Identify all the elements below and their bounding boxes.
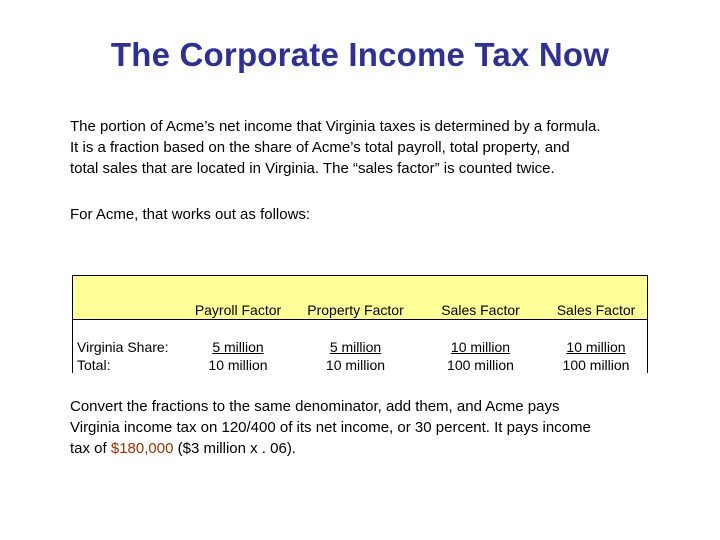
header-sales-factor-1: Sales Factor [441,302,520,318]
intro-line-3: total sales that are located in Virginia. The “sales factor” is counted twice. [70,160,555,177]
tax-amount: $180,000 [110,440,174,457]
table-body [73,320,647,373]
sales-denominator-1: 100 million [447,357,514,373]
header-payroll-factor: Payroll Factor [194,302,282,318]
sales-numerator-1: 10 million [450,339,511,355]
property-numerator: 5 million [329,339,382,355]
sales-denominator-2: 100 million [562,357,630,373]
conclusion-line-1: Convert the fractions to the same denominator, add them, and Acme pays [70,398,560,415]
conclusion-paragraph [70,396,700,459]
conclusion-line-3 [70,438,700,459]
property-denominator: 10 million [325,357,386,373]
payroll-denominator: 10 million [208,357,268,373]
header-property-factor: Property Factor [307,302,404,318]
example-intro: For Acme, that works out as follows: [70,206,311,223]
apportionment-table [72,275,648,373]
conclusion-line-3-prefix: tax of [70,440,111,457]
sales-numerator-2: 10 million [566,339,626,355]
intro-line-2: It is a fraction based on the share of Acme’s total payroll, total property, and [70,139,570,156]
intro-paragraph [70,116,700,179]
slide-title: The Corporate Income Tax Now [110,36,610,73]
table-header-row [73,276,647,320]
payroll-numerator: 5 million [212,339,264,355]
row-label-total: Total: [77,357,111,373]
conclusion-line-3-suffix: ($3 million x . 06). [173,440,296,457]
intro-line-1: The portion of Acme’s net income that Virginia taxes is determined by a formula. [70,118,601,135]
conclusion-line-2: Virginia income tax on 120/400 of its net income, or 30 percent. It pays income [70,419,591,436]
header-sales-factor-2: Sales Factor [556,302,636,318]
row-label-virginia-share: Virginia Share: [77,339,169,355]
